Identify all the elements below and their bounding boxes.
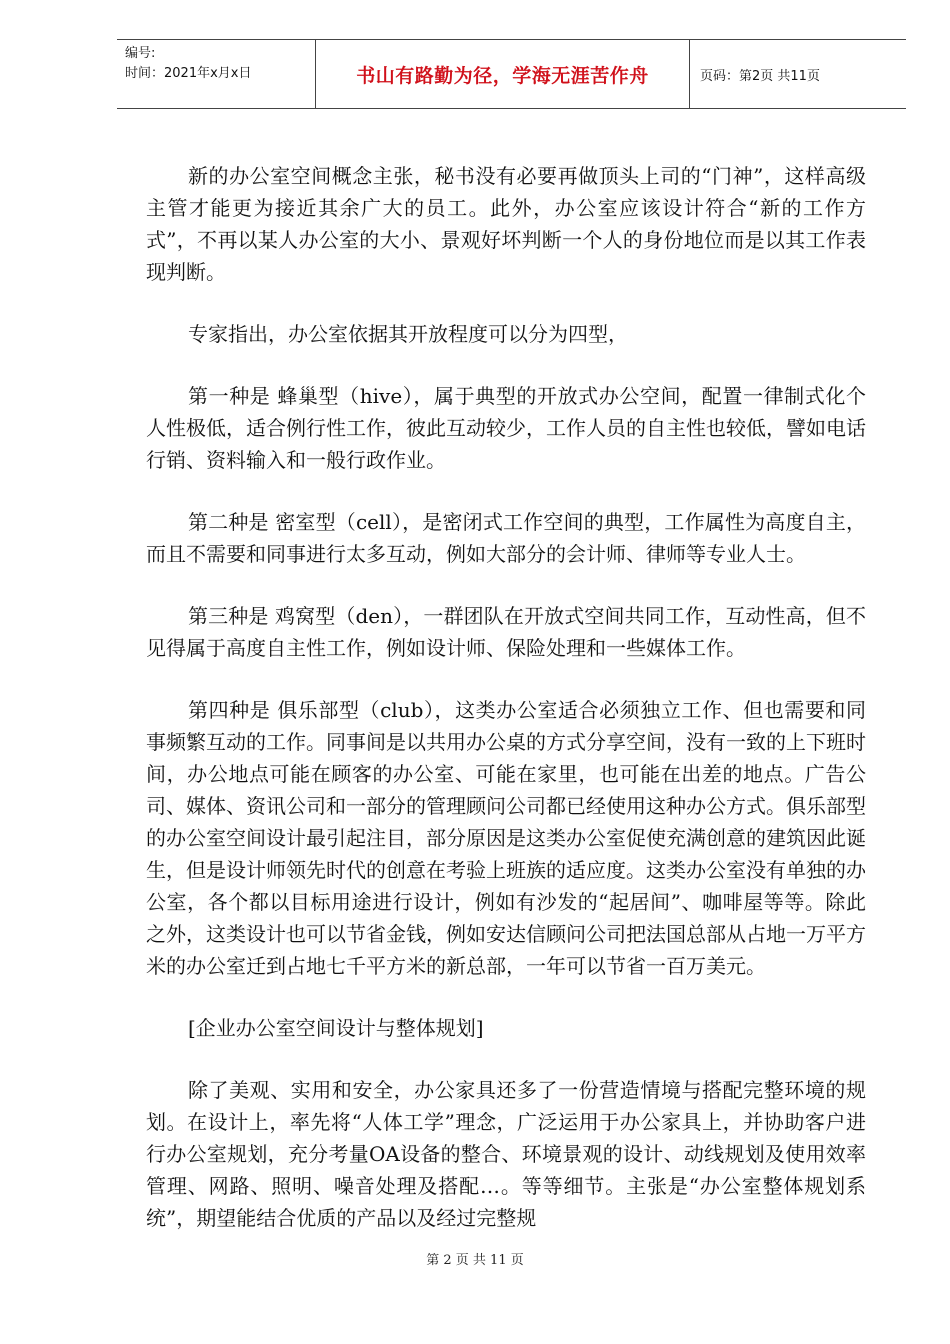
paragraph: 第四种是 俱乐部型（club），这类办公室适合必须独立工作、但也需要和同事频繁互动的工作。同事间是以共用办公桌的方式分享空间，没有一致的上下班时间，办公地点可能在顾客的办公室、可能在家里，也可能在出差的地点。广告公司、媒体、资讯公司和一部分的管理顾问公司都已经使用这种办公方式。俱乐部型的办公室空间设计最引起注目，部分原因是这类办公室促使充满创意的建筑因此诞生，但是设计师领先时代的创意在考验上班族的适应度。这类办公室没有单独的办公室，各个都以目标用途进行设计，例如有沙发的“起居间”、咖啡屋等等。除此之外，这类设计也可以节省金钱，例如安达信顾问公司把法国总部从占地一万平方米的办公室迁到占地七千平方米的新总部，一年可以节省一百万美元。 <box>146 698 866 978</box>
paragraph: 新的办公室空间概念主张，秘书没有必要再做顶头上司的“门神”，这样高级主管才能更为接近其余广大的员工。此外，办公室应该设计符合“新的工作方式”，不再以某人办公室的大小、景观好坏判断一个人的身份地位而是以其工作表现判断。 <box>146 164 866 284</box>
serial-label: 编号: <box>125 46 156 61</box>
page-footer: 第 2 页 共 11 页 <box>426 1253 524 1268</box>
paragraph: 第二种是 密室型（cell），是密闭式工作空间的典型，工作属性为高度自主，而且不需要和同事进行太多互动，例如大部分的会计师、律师等专业人士。 <box>146 510 866 566</box>
document-body <box>146 160 866 1234</box>
paragraph: 第一种是 蜂巢型（hive），属于典型的开放式办公空间，配置一律制式化个人性极低，适合例行性工作，彼此互动较少，工作人员的自主性也较低，譬如电话行销、资料输入和一般行政作业。 <box>146 384 866 472</box>
paragraph: 除了美观、实用和安全，办公家具还多了一份营造情境与搭配完整环境的规划。在设计上，率先将“人体工学”理念，广泛运用于办公家具上，并协助客户进行办公室规划，充分考量OA设备的整合、环境景观的设计、动线规划及使用效率管理、网路、照明、噪音处理及搭配…。等等细节。主张是“办公室整体规划系统”，期望能结合优质的产品以及经过完整规 <box>146 1078 866 1230</box>
header-meta-cell <box>117 40 316 108</box>
section-heading: [企业办公室空间设计与整体规划] <box>188 1016 484 1040</box>
time-label: 时间：2021年x月x日 <box>125 66 252 81</box>
paragraph: 第三种是 鸡窝型（den），一群团队在开放式空间共同工作，互动性高，但不见得属于高度自主性工作，例如设计师、保险处理和一些媒体工作。 <box>146 604 866 660</box>
header-motto: 书山有路勤为径，学海无涯苦作舟 <box>316 40 690 108</box>
header-page-code: 页码：第2页 共11页 <box>700 68 820 84</box>
page-header <box>117 39 906 109</box>
paragraph: 专家指出，办公室依据其开放程度可以分为四型， <box>188 322 628 346</box>
